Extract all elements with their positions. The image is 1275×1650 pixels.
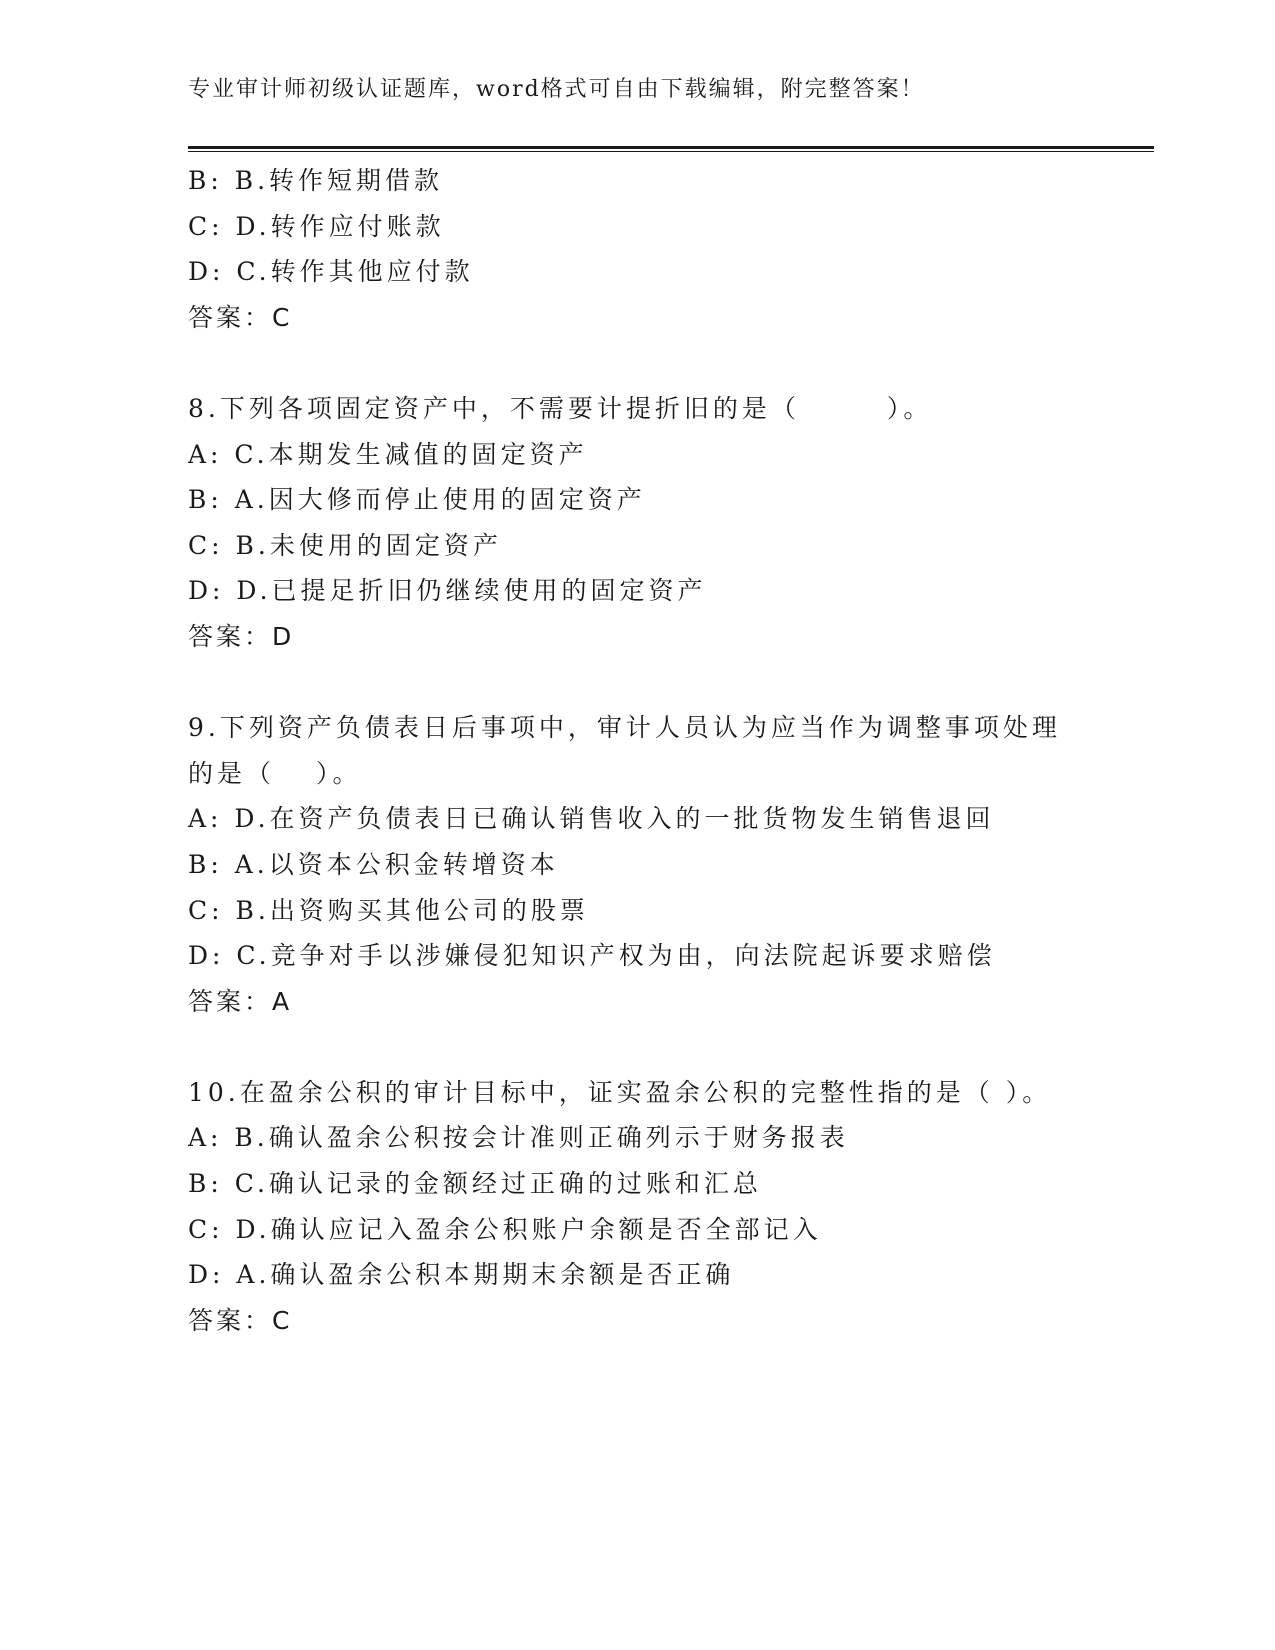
option-c: C: B.未使用的固定资产 bbox=[188, 530, 502, 560]
option-b: B: A.因大修而停止使用的固定资产 bbox=[188, 485, 646, 515]
option-a: A: B.确认盈余公积按会计准则正确列示于财务报表 bbox=[188, 1123, 849, 1153]
option-d: D: C.转作其他应付款 bbox=[188, 257, 474, 287]
question-10 bbox=[188, 1070, 1128, 1344]
spacer bbox=[188, 660, 1128, 706]
option-b: B: C.确认记录的金额经过正确的过账和汇总 bbox=[188, 1169, 762, 1199]
spacer bbox=[188, 340, 1128, 386]
question-8 bbox=[188, 386, 1128, 660]
question-stem: 9.下列资产负债表日后事项中，审计人员认为应当作为调整事项处理 bbox=[188, 713, 1061, 743]
answer-line: 答案：A bbox=[188, 986, 293, 1016]
question-stem: 8.下列各项固定资产中，不需要计提折旧的是（ ）。 bbox=[188, 393, 933, 423]
option-c: C: D.确认应记入盈余公积账户余额是否全部记入 bbox=[188, 1214, 822, 1244]
previous-question-tail bbox=[188, 158, 1128, 340]
answer-line: 答案：C bbox=[188, 1305, 293, 1335]
option-c: C: D.转作应付账款 bbox=[188, 211, 445, 241]
option-a: A: D.在资产负债表日已确认销售收入的一批货物发生销售退回 bbox=[188, 804, 995, 834]
option-d: D: A.确认盈余公积本期期末余额是否正确 bbox=[188, 1260, 735, 1290]
document-body bbox=[188, 158, 1128, 1343]
header-divider-thick bbox=[188, 146, 1154, 149]
question-stem-continued: 的是（ ）。 bbox=[188, 758, 362, 788]
option-d: D: C.竞争对手以涉嫌侵犯知识产权为由，向法院起诉要求赔偿 bbox=[188, 941, 996, 971]
option-c: C: B.出资购买其他公司的股票 bbox=[188, 895, 589, 925]
option-b: B: B.转作短期借款 bbox=[188, 166, 444, 195]
answer-line: 答案：D bbox=[188, 621, 295, 651]
header-divider-thin bbox=[188, 151, 1154, 152]
option-a: A: C.本期发生减值的固定资产 bbox=[188, 439, 588, 469]
option-d: D: D.已提足折旧仍继续使用的固定资产 bbox=[188, 576, 707, 606]
option-b: B: A.以资本公积金转增资本 bbox=[188, 849, 559, 879]
question-stem: 10.在盈余公积的审计目标中，证实盈余公积的完整性指的是（ ）。 bbox=[188, 1077, 1052, 1107]
document-header: 专业审计师初级认证题库，word格式可自由下载编辑，附完整答案！ bbox=[188, 77, 925, 102]
question-9 bbox=[188, 705, 1128, 1024]
answer-line: 答案：C bbox=[188, 302, 293, 332]
spacer bbox=[188, 1024, 1128, 1070]
